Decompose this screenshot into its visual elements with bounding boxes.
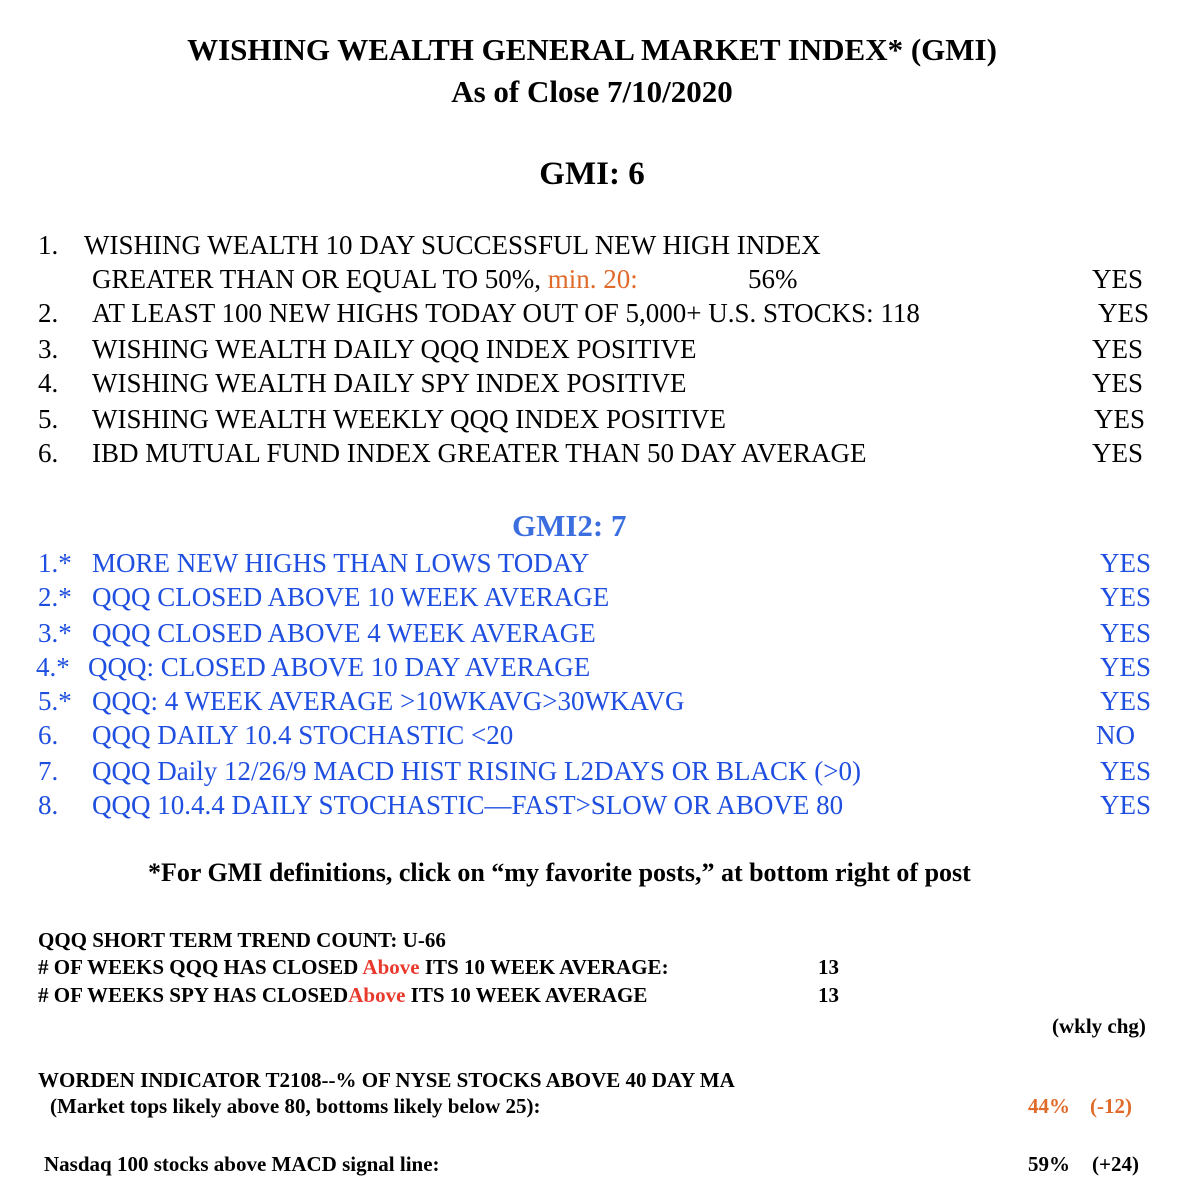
gmi-score: GMI: 6 bbox=[539, 156, 645, 192]
worden-change: (-12) bbox=[1090, 1094, 1132, 1118]
gmi2-item-8-answer: YES bbox=[1100, 790, 1152, 820]
gmi2-item-4-number: 4.* bbox=[36, 652, 70, 682]
gmi-item-1-threshold bbox=[92, 264, 638, 295]
spy-weeks-line bbox=[38, 983, 647, 1008]
nasdaq-macd-value: 59% bbox=[1028, 1152, 1070, 1176]
qqq-weeks-above: Above bbox=[362, 955, 420, 979]
gmi2-item-5-label: QQQ: 4 WEEK AVERAGE >10WKAVG>30WKAVG bbox=[92, 686, 685, 716]
page-title: WISHING WEALTH GENERAL MARKET INDEX* (GMI) bbox=[187, 32, 997, 67]
gmi-item-1-threshold-text: GREATER THAN OR EQUAL TO 50%, bbox=[92, 264, 541, 294]
nasdaq-macd-change: (+24) bbox=[1092, 1152, 1139, 1176]
gmi-item-2-label: AT LEAST 100 NEW HIGHS TODAY OUT OF 5,000+ U.S. STOCKS: 118 bbox=[92, 298, 920, 328]
gmi2-item-2-number: 2.* bbox=[38, 582, 72, 612]
gmi-item-3-answer: YES bbox=[1092, 334, 1144, 364]
gmi2-item-3-label: QQQ CLOSED ABOVE 4 WEEK AVERAGE bbox=[92, 618, 596, 648]
gmi2-item-2-answer: YES bbox=[1100, 582, 1152, 612]
gmi-item-5-answer: YES bbox=[1094, 404, 1146, 434]
gmi2-item-4-answer: YES bbox=[1100, 652, 1152, 682]
weekly-change-header: (wkly chg) bbox=[1052, 1014, 1146, 1038]
nasdaq-macd-label: Nasdaq 100 stocks above MACD signal line: bbox=[44, 1152, 440, 1176]
qqq-weeks-value: 13 bbox=[818, 955, 839, 979]
gmi2-item-6-number: 6. bbox=[38, 720, 59, 750]
gmi-item-2-number: 2. bbox=[38, 298, 59, 328]
gmi-item-1-number: 1. bbox=[38, 230, 59, 260]
gmi-item-4-number: 4. bbox=[38, 368, 59, 398]
gmi2-item-7-label: QQQ Daily 12/26/9 MACD HIST RISING L2DAYS OR BLACK (>0) bbox=[92, 756, 862, 786]
spy-weeks-above: Above bbox=[348, 983, 406, 1007]
gmi-item-4-answer: YES bbox=[1092, 368, 1144, 398]
gmi2-item-8-label: QQQ 10.4.4 DAILY STOCHASTIC—FAST>SLOW OR ABOVE 80 bbox=[92, 790, 844, 820]
as-of-date: As of Close 7/10/2020 bbox=[451, 74, 733, 109]
gmi-item-6-answer: YES bbox=[1092, 438, 1144, 468]
gmi2-item-7-number: 7. bbox=[38, 756, 59, 786]
worden-title: WORDEN INDICATOR T2108--% OF NYSE STOCKS ABOVE 40 DAY MA bbox=[38, 1068, 735, 1092]
gmi2-item-3-answer: YES bbox=[1100, 618, 1152, 648]
gmi-item-3-number: 3. bbox=[38, 334, 59, 364]
gmi-item-1-minimum: min. 20: bbox=[547, 264, 638, 294]
gmi2-item-3-number: 3.* bbox=[38, 618, 72, 648]
gmi2-item-4-label: QQQ: CLOSED ABOVE 10 DAY AVERAGE bbox=[88, 652, 591, 682]
worden-note: (Market tops likely above 80, bottoms likely below 25): bbox=[50, 1094, 541, 1118]
gmi-item-1-label: WISHING WEALTH 10 DAY SUCCESSFUL NEW HIGH INDEX bbox=[84, 230, 821, 260]
gmi2-item-6-answer: NO bbox=[1096, 720, 1135, 750]
gmi2-item-6-label: QQQ DAILY 10.4 STOCHASTIC <20 bbox=[92, 720, 514, 750]
gmi2-item-2-label: QQQ CLOSED ABOVE 10 WEEK AVERAGE bbox=[92, 582, 610, 612]
gmi-item-6-number: 6. bbox=[38, 438, 59, 468]
spy-weeks-text-a: # OF WEEKS SPY HAS CLOSED bbox=[38, 983, 349, 1007]
definitions-note: *For GMI definitions, click on “my favorite posts,” at bottom right of post bbox=[148, 858, 971, 887]
spy-weeks-value: 13 bbox=[818, 983, 839, 1007]
gmi-item-4-label: WISHING WEALTH DAILY SPY INDEX POSITIVE bbox=[92, 368, 687, 398]
gmi2-item-7-answer: YES bbox=[1100, 756, 1152, 786]
gmi-item-6-label: IBD MUTUAL FUND INDEX GREATER THAN 50 DAY AVERAGE bbox=[92, 438, 867, 468]
gmi-item-1-value: 56% bbox=[748, 264, 798, 294]
qqq-weeks-text-a: # OF WEEKS QQQ HAS CLOSED bbox=[38, 955, 359, 979]
qqq-weeks-line bbox=[38, 955, 669, 980]
qqq-weeks-text-b: ITS 10 WEEK AVERAGE: bbox=[424, 955, 669, 979]
gmi-item-3-label: WISHING WEALTH DAILY QQQ INDEX POSITIVE bbox=[92, 334, 697, 364]
gmi-item-5-number: 5. bbox=[38, 404, 59, 434]
spy-weeks-text-b: ITS 10 WEEK AVERAGE bbox=[410, 983, 648, 1007]
trend-count: QQQ SHORT TERM TREND COUNT: U-66 bbox=[38, 928, 446, 952]
gmi2-item-1-number: 1.* bbox=[38, 548, 72, 578]
gmi-item-5-label: WISHING WEALTH WEEKLY QQQ INDEX POSITIVE bbox=[92, 404, 726, 434]
gmi-item-1-answer: YES bbox=[1092, 264, 1144, 294]
gmi2-item-5-number: 5.* bbox=[38, 686, 72, 716]
gmi2-item-1-answer: YES bbox=[1100, 548, 1152, 578]
gmi2-item-8-number: 8. bbox=[38, 790, 59, 820]
gmi2-score: GMI2: 7 bbox=[512, 508, 627, 543]
gmi2-item-1-label: MORE NEW HIGHS THAN LOWS TODAY bbox=[92, 548, 590, 578]
gmi-item-2-answer: YES bbox=[1098, 298, 1150, 328]
worden-value: 44% bbox=[1028, 1094, 1070, 1118]
gmi2-item-5-answer: YES bbox=[1100, 686, 1152, 716]
